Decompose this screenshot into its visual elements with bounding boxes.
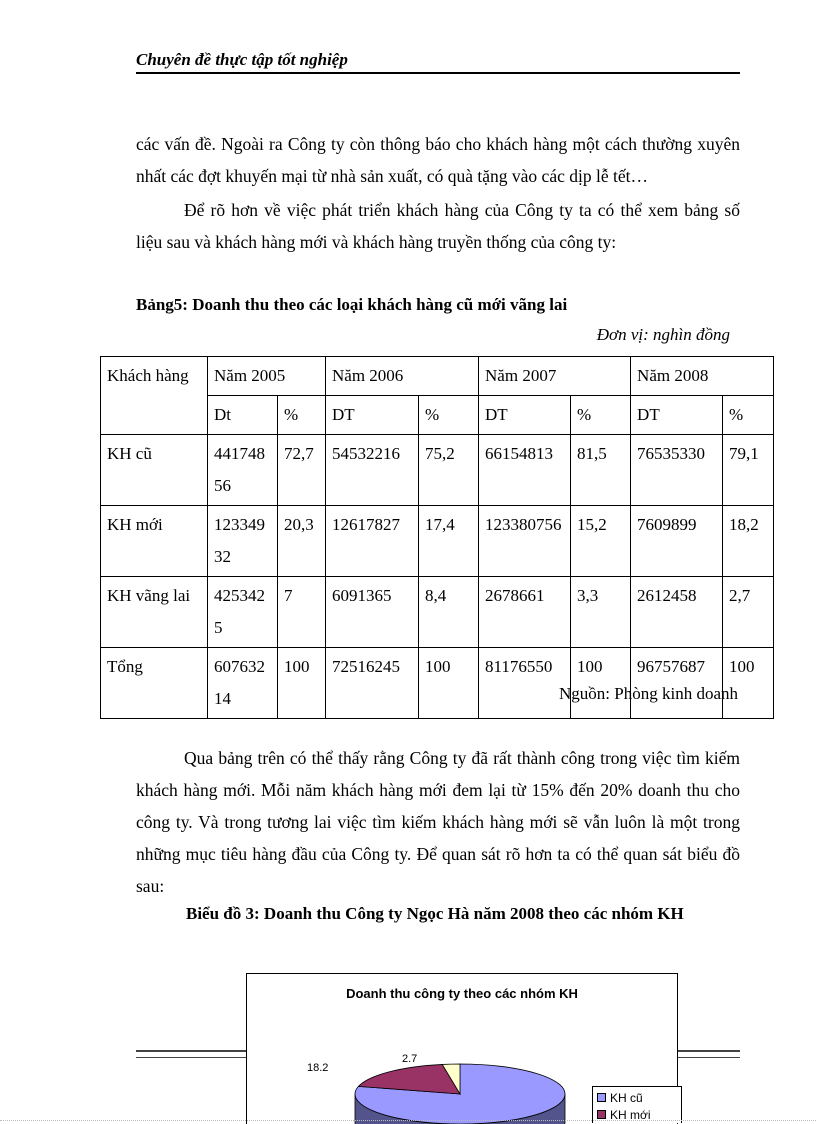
table-cell: 2,7 <box>723 577 774 648</box>
chart-caption: Biểu đồ 3: Doanh thu Công ty Ngọc Hà năm 2008 theo các nhóm KH <box>186 904 684 923</box>
table-row <box>101 577 774 648</box>
table-cell: 20,3 <box>278 506 326 577</box>
pie-chart <box>246 973 678 1124</box>
table-unit: Đơn vị: nghìn đồng <box>596 325 730 344</box>
table-cell: 76535330 <box>631 435 723 506</box>
table-row <box>101 506 774 577</box>
table-cell: 18,2 <box>723 506 774 577</box>
table-cell: 4253425 <box>208 577 278 648</box>
table-cell: 79,1 <box>723 435 774 506</box>
table-cell: 100 <box>571 648 631 719</box>
subheader-cell: DT <box>631 396 723 435</box>
table-cell: 3,3 <box>571 577 631 648</box>
table-cell: 72,7 <box>278 435 326 506</box>
subheader-cell: % <box>571 396 631 435</box>
header-cell-year: Năm 2007 <box>479 357 631 396</box>
table-cell: 66154813 <box>479 435 571 506</box>
subheader-cell: % <box>723 396 774 435</box>
legend-swatch <box>597 1110 606 1119</box>
footer-rule-left <box>136 1050 246 1058</box>
table-row <box>101 648 774 719</box>
table-cell: 7 <box>278 577 326 648</box>
subheader-cell: Dt <box>208 396 278 435</box>
subheader-cell: DT <box>326 396 419 435</box>
footer-rule-right <box>677 1050 740 1058</box>
table-cell: 100 <box>723 648 774 719</box>
legend-item <box>597 1089 677 1106</box>
header-cell-year: Năm 2005 <box>208 357 326 396</box>
table-cell: 100 <box>419 648 479 719</box>
table-cell: 72516245 <box>326 648 419 719</box>
legend-label: KH mới <box>610 1107 651 1122</box>
row-label-cell: Tổng <box>101 648 208 719</box>
table-source: Nguồn: Phòng kinh doanh <box>559 684 738 703</box>
table-cell: 54532216 <box>326 435 419 506</box>
data-label: 18.2 <box>307 1062 329 1074</box>
page-bottom-edge <box>0 1120 816 1121</box>
data-label: 2.7 <box>402 1053 418 1065</box>
header-cell-year: Năm 2008 <box>631 357 774 396</box>
subheader-cell: % <box>419 396 479 435</box>
table-cell: 100 <box>278 648 326 719</box>
legend-swatch <box>597 1093 606 1102</box>
table-header-row <box>101 357 774 396</box>
table-cell: 12334932 <box>208 506 278 577</box>
table-cell: 81176550 <box>479 648 571 719</box>
table-cell: 6091365 <box>326 577 419 648</box>
table-cell: 75,2 <box>419 435 479 506</box>
paragraph-3: Qua bảng trên có thể thấy rằng Công ty đã rất thành công trong việc tìm kiếm khách hàng mới. Mỗi năm khách hàng mới đem lại từ 15% đến 20% doanh thu cho công ty. Và trong tương lai việc tìm kiếm khách hàng mới sẽ vẫn luôn là một trong những mục tiêu hàng đầu của Công ty. Để quan sát rõ hơn ta có thể quan sát biểu đồ sau: <box>136 748 740 896</box>
chart-legend <box>592 1086 682 1123</box>
table-cell: 2612458 <box>631 577 723 648</box>
table-row <box>101 435 774 506</box>
table-cell: 15,2 <box>571 506 631 577</box>
chart-title: Doanh thu công ty theo các nhóm KH <box>346 986 578 1001</box>
paragraph-1: các vấn đề. Ngoài ra Công ty còn thông báo cho khách hàng một cách thường xuyên nhất các đợt khuyến mại từ nhà sản xuất, có quà tặng vào các dịp lễ tết… <box>136 134 740 186</box>
table-cell: 96757687 <box>631 648 723 719</box>
table-cell: 12617827 <box>326 506 419 577</box>
table-cell: 2678661 <box>479 577 571 648</box>
row-label-cell: KH vãng lai <box>101 577 208 648</box>
header-cell-year: Năm 2006 <box>326 357 479 396</box>
revenue-table <box>100 356 774 719</box>
page-header-title: Chuyên đề thực tập tốt nghiệp <box>136 50 740 74</box>
paragraph-2: Để rõ hơn về việc phát triển khách hàng của Công ty ta có thể xem bảng số liệu sau và khách hàng mới và khách hàng truyền thống của công ty: <box>136 200 740 252</box>
table-cell: 60763214 <box>208 648 278 719</box>
legend-label: KH cũ <box>610 1090 643 1105</box>
table-caption: Bảng5: Doanh thu theo các loại khách hàng cũ mới vãng lai <box>136 295 568 314</box>
row-label-cell: KH cũ <box>101 435 208 506</box>
table-cell: 81,5 <box>571 435 631 506</box>
table-cell: 7609899 <box>631 506 723 577</box>
table-cell: 17,4 <box>419 506 479 577</box>
subheader-cell: % <box>278 396 326 435</box>
table-cell: 123380756 <box>479 506 571 577</box>
table-cell: 8,4 <box>419 577 479 648</box>
row-label-cell: KH mới <box>101 506 208 577</box>
table-cell: 44174856 <box>208 435 278 506</box>
header-cell-customer: Khách hàng <box>101 357 208 435</box>
subheader-cell: DT <box>479 396 571 435</box>
